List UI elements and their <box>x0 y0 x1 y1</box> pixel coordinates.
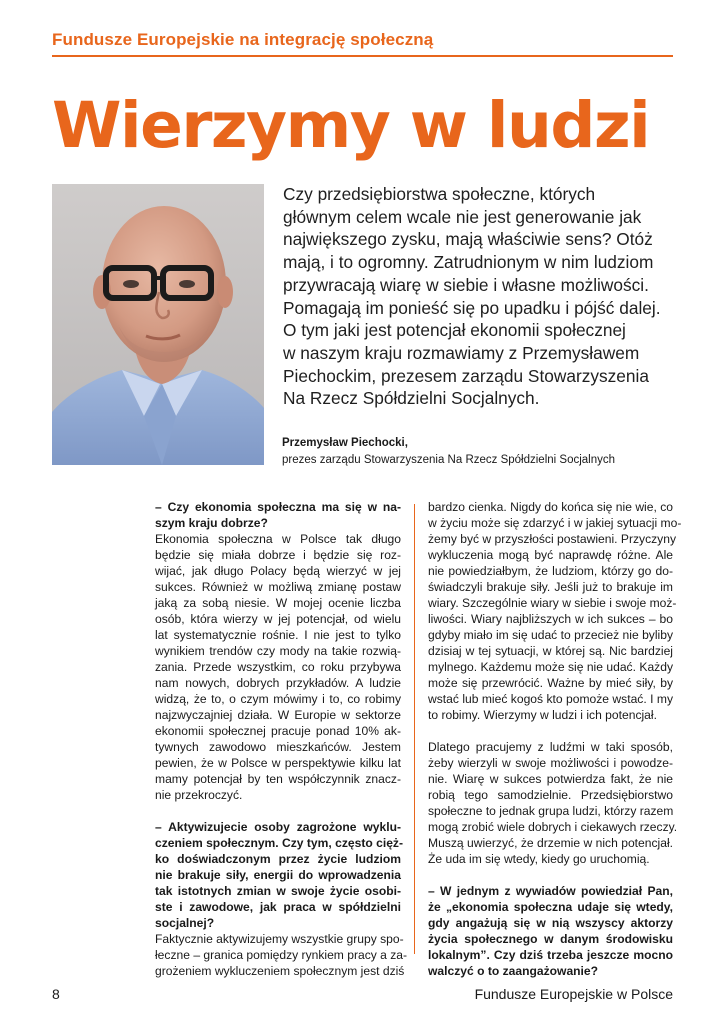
man-portrait-photo-icon <box>52 184 264 465</box>
body-text-line: w życiu może się zdarzyć i w jakiej sytuacji mo- <box>428 516 682 530</box>
body-text-line: osób, która wierzy w jej potencjał, od wielu <box>155 612 401 626</box>
body-text-line: wstać lub mieć kogoś kto pomoże wstać. I my <box>428 692 673 706</box>
body-text-line: dzisiaj w tej sytuacji, w której są. Nic bardziej <box>428 644 673 658</box>
body-text-line: wykluczenia mogą być naprawdę różne. Ale <box>428 548 673 562</box>
body-text-line: lat systematycznie rośnie. I nie jest to tylko <box>155 628 401 642</box>
body-text-line: nie powiedziałbym, że ludziom, którzy go do- <box>428 564 673 578</box>
body-text-line: Że uda im się wtedy, kiedy go uruchomią. <box>428 852 650 866</box>
page-number: 8 <box>52 986 60 1002</box>
body-text-line: Muszą uwierzyć, że drzemie w nich potencjał. <box>428 836 673 850</box>
paragraph-gap <box>428 723 673 739</box>
body-text-line: mylnego. Każdemu może się nie udać. Każdy <box>428 660 673 674</box>
body-column-right <box>428 499 682 979</box>
article-lead <box>283 183 678 410</box>
lead-line: Czy przedsiębiorstwa społeczne, których <box>283 184 596 204</box>
question-line: ste i zawodowe, jak praca w spółdzielni <box>155 900 401 914</box>
body-text-line: grożeniem wykluczeniem społecznym jest dziś <box>155 964 405 978</box>
question-line: – Aktywizujecie osoby zagrożone wyklu- <box>155 820 401 834</box>
body-text-line: Ekonomia społeczna w Polsce tak długo <box>155 532 401 546</box>
question-line: ko doświadczonym przez życie ludziom <box>155 852 401 866</box>
lead-line: w naszym kraju rozmawiamy z Przemysławem <box>283 342 640 363</box>
question-line: tak istotnych zmian w swoje życie osobi- <box>155 884 401 898</box>
question-line: gdy angażują się w nią wszyscy aktorzy <box>428 916 673 930</box>
question-line: lokalnym”. Czy dziś trzeba jeszcze mocno <box>428 948 673 962</box>
lead-line: Pomagają im ponieść się po upadku i pójść dalej. <box>283 297 661 318</box>
body-text-line: bardzo cienka. Nigdy do końca się nie wie, co <box>428 500 673 514</box>
body-text-line: żemy być w przyszłości postawieni. Przyczyny <box>428 532 676 546</box>
section-header-title: Fundusze Europejskie na integrację społeczną <box>52 30 434 49</box>
body-text-line: żeby wierzyli w swoje możliwości i powodze- <box>428 756 673 770</box>
body-text-line: to robimy. Wierzymy w ludzi i ich potencjał. <box>428 708 657 722</box>
lead-line: mają, i to ogromny. Zatrudnionym w nim ludziom <box>283 252 654 273</box>
question-line: życia społecznego w danym środowisku <box>428 932 673 946</box>
body-text-line: wiary. Szczególnie wiary w siebie i swoje moż- <box>428 596 677 610</box>
body-text-line: liwości. Wiary najbliższych w ich sukces – bo <box>428 612 673 626</box>
lead-line: Na Rzecz Spółdzielni Socjalnych. <box>283 388 540 409</box>
lead-line: największego zysku, mają właściwie sens? Otóż <box>283 229 653 250</box>
question-line: że „ekonomia społeczna udaje się wtedy, <box>428 900 673 914</box>
question-line: walczyć o to zaangażowanie? <box>428 964 599 978</box>
lead-line: przywracają wiarę w siebie i własne możliwości. <box>283 274 649 295</box>
body-text-line: Faktycznie aktywizujemy wszystkie grupy spo- <box>155 932 404 946</box>
body-text-line: nie przekroczyć. <box>155 788 243 802</box>
body-text-line: pewien, że w Polsce w perspektywie kilku lat <box>155 756 401 770</box>
question-line: szym kraju dobrze? <box>155 516 268 530</box>
body-text-line: może się przewrócić. Ważne by mieć siły, by <box>428 676 673 690</box>
body-text-line: nam nowych, dobrych przykładów. A ludzie <box>155 676 401 690</box>
lead-line: O tym jaki jest potencjał ekonomii społecznej <box>283 320 626 341</box>
body-text-line: zania. Przede wszystkim, co roku przybywa <box>155 660 401 674</box>
body-text-line: Dlatego pracujemy z ludźmi w taki sposób, <box>428 740 673 754</box>
paragraph-gap <box>428 867 673 883</box>
article-headline: Wierzymy w ludzi <box>52 89 650 162</box>
body-text-line: widzą, że to, o czym mówimy i to, co robimy <box>155 692 401 706</box>
body-text-line: nie. Wiarę w sukces potwierdza fakt, że nie <box>428 772 673 786</box>
body-text-line: społeczne to jednak grupa ludzi, którzy razem <box>428 804 674 818</box>
body-text-line: tywnych zawodowo mieszkańców. Jestem <box>155 740 401 754</box>
body-text-line: jaką za sobą niesie. W mojej ocenie liczba <box>155 596 401 610</box>
body-column-left <box>155 499 408 979</box>
body-text-line: ekonomii społecznej pracuje ponad 10% ak- <box>155 724 401 738</box>
photo-caption-role: prezes zarządu Stowarzyszenia Na Rzecz Spółdzielni Socjalnych <box>282 454 616 466</box>
column-divider <box>414 504 415 954</box>
body-text-line: mamy potencjał by ten współczynnik znacz- <box>155 772 401 786</box>
question-line: – W jednym z wywiadów powiedział Pan, <box>428 884 673 898</box>
question-line: socjalnej? <box>155 916 215 930</box>
body-text-line: sukces. Również w możliwą zmianę postaw <box>155 580 401 594</box>
body-text-line: najzwyczajniej działa. W Europie w sektorze <box>155 708 401 722</box>
question-line: – Czy ekonomia społeczna ma się w na- <box>155 500 401 514</box>
body-text-line: świadczyli brakuje siły. Jeśli już to brakuje im <box>428 580 673 594</box>
body-text-line: wynikiem trendów czy mody na takie rozwią- <box>155 644 401 658</box>
photo-caption-name: Przemysław Piechocki, <box>282 437 408 449</box>
body-text-line: gdyby miało im się udać to przecież nie byliby <box>428 628 673 642</box>
question-line: nie brakuje siły, energii do wprowadzenia <box>155 868 401 882</box>
body-text-line: mogą zrobić wiele dobrych i ciekawych rzeczy. <box>428 820 678 834</box>
body-text-line: robią tego samodzielnie. Przedsiębiorstwo <box>428 788 673 802</box>
lead-line: głównym celem wcale nie jest generowanie jak <box>283 206 642 227</box>
body-text-line: będzie się miała dobrze i będzie się roz- <box>155 548 401 562</box>
header-rule <box>52 55 673 57</box>
body-text-line: wijać, jak długo Polacy będą wierzyć w jej <box>155 564 401 578</box>
question-line: czeniem społecznym. Czy tym, często cięż- <box>155 836 404 850</box>
paragraph-gap <box>155 803 401 819</box>
body-text-line: łeczne – granica pomiędzy rynkiem pracy a za- <box>155 948 408 962</box>
portrait-photo <box>52 184 264 465</box>
footer-publication: Fundusze Europejskie w Polsce <box>474 986 673 1002</box>
lead-line: Piechockim, prezesem zarządu Stowarzyszenia <box>283 365 649 386</box>
